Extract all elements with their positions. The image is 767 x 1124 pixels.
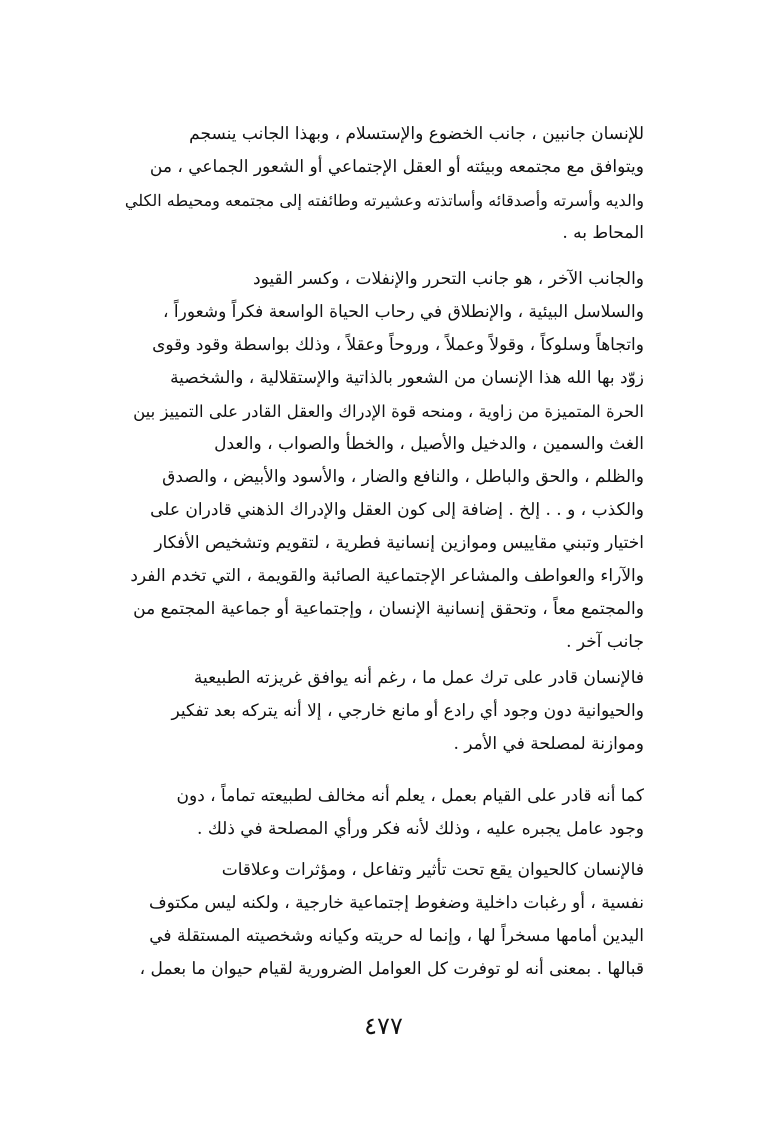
paragraph-1 — [120, 118, 644, 250]
text-line: اختيار وتبني مقاييس وموازين إنسانية فطرية ، لتقويم وتشخيص الأفكار — [154, 533, 644, 553]
text-line: والآراء والعواطف والمشاعر الإجتماعية الصائبة والقويمة ، التي تخدم الفرد — [130, 566, 644, 586]
text-line: الحرة المتميزة من زاوية ، ومنحه قوة الإدراك والعقل القادر على التمييز بين — [133, 402, 644, 421]
text-line: زوّد بها الله هذا الإنسان من الشعور بالذاتية والإستقلالية ، والشخصية — [170, 368, 644, 388]
paragraph-5 — [120, 854, 644, 986]
text-line: واتجاهاً وسلوكاً ، وقولاً وعملاً ، وروحاً وعقلاً ، وذلك بواسطة وقود وقوى — [152, 335, 644, 355]
paragraph-4 — [120, 780, 644, 846]
text-line: والجانب الآخر ، هو جانب التحرر والإنفلات ، وكسر القيود — [253, 269, 644, 289]
text-line: وجود عامل يجبره عليه ، وذلك لأنه فكر ورأي المصلحة في ذلك . — [197, 819, 644, 839]
text-line: للإنسان جانبين ، جانب الخضوع والإستسلام ، وبهذا الجانب ينسجم — [189, 124, 644, 144]
text-line: جانب آخر . — [566, 632, 644, 652]
text-line: والسلاسل البيئية ، والإنطلاق في رحاب الحياة الواسعة فكراً وشعوراً ، — [163, 302, 644, 322]
text-line: المحاط به . — [562, 223, 644, 243]
page-number: ٤٧٧ — [364, 1012, 403, 1040]
text-line: والديه وأسرته وأصدقائه وأساتذته وعشيرته وطائفته إلى مجتمعه ومحيطه الكلي — [124, 191, 644, 210]
text-line: اليدين أمامها مسخراً لها ، وإنما له حريته وكيانه وشخصيته المستقلة في — [149, 926, 644, 946]
text-line: والكذب ، و . . إلخ . إضافة إلى كون العقل والإدراك الذهني قادران على — [150, 500, 644, 520]
text-line: قبالها . بمعنى أنه لو توفرت كل العوامل الضرورية لقيام حيوان ما بعمل ، — [139, 959, 644, 979]
text-line: فالإنسان قادر على ترك عمل ما ، رغم أنه يوافق غريزته الطبيعية — [193, 668, 644, 688]
text-line: والظلم ، والحق والباطل ، والنافع والضار ، والأسود والأبيض ، والصدق — [162, 467, 644, 487]
paragraph-3 — [120, 662, 644, 761]
paragraph-2 — [120, 263, 644, 659]
text-line: ويتوافق مع مجتمعه وبيئته أو العقل الإجتماعي أو الشعور الجماعي ، من — [149, 157, 644, 177]
text-line: كما أنه قادر على القيام بعمل ، يعلم أنه مخالف لطبيعته تماماً ، دون — [176, 786, 644, 806]
text-line: وموازنة لمصلحة في الأمر . — [453, 734, 644, 754]
text-line: فالإنسان كالحيوان يقع تحت تأثير وتفاعل ، ومؤثرات وعلاقات — [221, 860, 644, 880]
text-line: نفسية ، أو رغبات داخلية وضغوط إجتماعية خارجية ، ولكنه ليس مكتوف — [149, 893, 644, 913]
text-line: والمجتمع معاً ، وتحقق إنسانية الإنسان ، وإجتماعية أو جماعية المجتمع من — [133, 599, 644, 619]
text-line: الغث والسمين ، والدخيل والأصيل ، والخطأ والصواب ، والعدل — [214, 434, 644, 454]
text-line: والحيوانية دون وجود أي رادع أو مانع خارجي ، إلا أنه يتركه بعد تفكير — [171, 701, 644, 721]
